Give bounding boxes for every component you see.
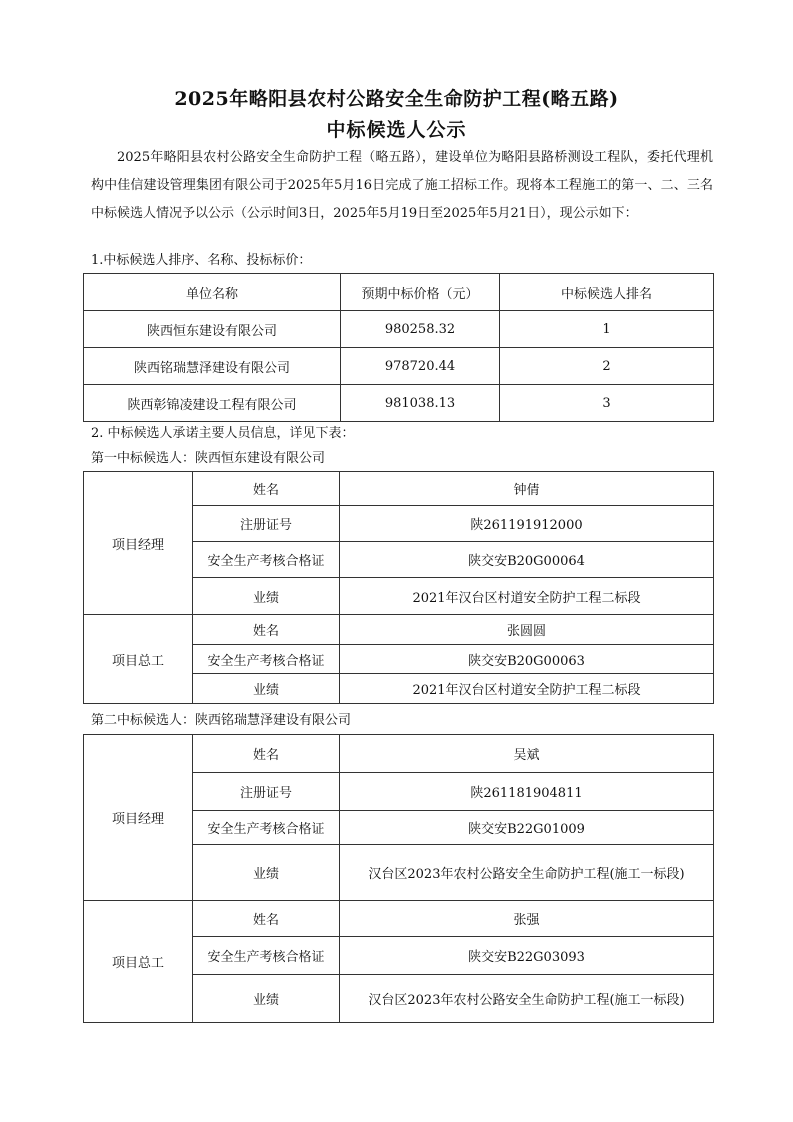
table-row xyxy=(84,901,714,937)
field-value-cell: 陕交安B20G00064 xyxy=(340,542,714,578)
candidate1-personnel-table xyxy=(83,471,714,704)
price-cell: 980258.32 xyxy=(341,311,500,348)
field-label-cell: 业绩 xyxy=(193,845,340,901)
role-cell: 项目总工 xyxy=(84,615,193,704)
ranking-header-row xyxy=(84,274,714,311)
ranking-table xyxy=(83,273,714,422)
section2-heading: 2. 中标候选人承诺主要人员信息，详见下表： xyxy=(91,426,355,441)
field-value-cell: 2021年汉台区村道安全防护工程二标段 xyxy=(340,674,714,704)
field-value-cell: 陕交安B22G03093 xyxy=(340,937,714,975)
role-cell: 项目总工 xyxy=(84,901,193,1023)
field-label-cell: 业绩 xyxy=(193,975,340,1023)
field-label-cell: 安全生产考核合格证 xyxy=(193,811,340,845)
field-label-cell: 姓名 xyxy=(193,615,340,645)
intro-paragraph xyxy=(91,144,713,228)
table-row xyxy=(84,348,714,385)
price-cell: 978720.44 xyxy=(341,348,500,385)
field-label-cell: 注册证号 xyxy=(193,506,340,542)
field-label-cell: 安全生产考核合格证 xyxy=(193,937,340,975)
price-cell: 981038.13 xyxy=(341,385,500,422)
role-cell: 项目经理 xyxy=(84,735,193,901)
field-value-cell: 钟倩 xyxy=(340,472,714,506)
candidate2-personnel-table xyxy=(83,734,714,1023)
field-label-cell: 业绩 xyxy=(193,578,340,615)
field-value-cell: 陕交安B20G00063 xyxy=(340,645,714,674)
field-value-cell: 2021年汉台区村道安全防护工程二标段 xyxy=(340,578,714,615)
company-name-cell: 陕西恒东建设有限公司 xyxy=(84,311,341,348)
intro-text: 2025年略阳县农村公路安全生命防护工程（略五路），建设单位为略阳县路桥测设工程队，委托代理机构中佳信建设管理集团有限公司于2025年5月16日完成了施工招标工作。现将本工程施工的第一、二、三名中标候选人情况予以公示（公示时间3日，2025年5月19日至2025年5月21日），现公示如下： xyxy=(91,150,713,221)
field-label-cell: 姓名 xyxy=(193,472,340,506)
field-label-cell: 姓名 xyxy=(193,735,340,773)
field-label-cell: 安全生产考核合格证 xyxy=(193,542,340,578)
field-value-cell: 汉台区2023年农村公路安全生命防护工程(施工一标段) xyxy=(340,975,714,1023)
field-value-cell: 汉台区2023年农村公路安全生命防护工程(施工一标段) xyxy=(340,845,714,901)
field-label-cell: 姓名 xyxy=(193,901,340,937)
field-value-cell: 张强 xyxy=(340,901,714,937)
company-name-cell: 陕西铭瑞慧泽建设有限公司 xyxy=(84,348,341,385)
table-row xyxy=(84,735,714,773)
table-row xyxy=(84,385,714,422)
rank-cell: 1 xyxy=(500,311,714,348)
ranking-header-cell: 中标候选人排名 xyxy=(500,274,714,311)
table-row xyxy=(84,615,714,645)
field-value-cell: 吴斌 xyxy=(340,735,714,773)
document-title: 2025年略阳县农村公路安全生命防护工程(略五路) xyxy=(174,88,619,110)
table-row xyxy=(84,472,714,506)
field-label-cell: 业绩 xyxy=(193,674,340,704)
rank-cell: 3 xyxy=(500,385,714,422)
candidate1-label: 第一中标候选人：陕西恒东建设有限公司 xyxy=(91,451,326,466)
field-label-cell: 安全生产考核合格证 xyxy=(193,645,340,674)
field-value-cell: 陕261191912000 xyxy=(340,506,714,542)
document-subtitle: 中标候选人公示 xyxy=(326,119,467,141)
candidate2-label: 第二中标候选人：陕西铭瑞慧泽建设有限公司 xyxy=(91,713,352,728)
field-value-cell: 张圆圆 xyxy=(340,615,714,645)
company-name-cell: 陕西彰锦凌建设工程有限公司 xyxy=(84,385,341,422)
section1-heading: 1.中标候选人排序、名称、投标标价： xyxy=(91,253,312,268)
rank-cell: 2 xyxy=(500,348,714,385)
field-label-cell: 注册证号 xyxy=(193,773,340,811)
ranking-header-cell: 单位名称 xyxy=(84,274,341,311)
field-value-cell: 陕交安B22G01009 xyxy=(340,811,714,845)
table-row xyxy=(84,311,714,348)
role-cell: 项目经理 xyxy=(84,472,193,615)
field-value-cell: 陕261181904811 xyxy=(340,773,714,811)
ranking-header-cell: 预期中标价格（元） xyxy=(341,274,500,311)
